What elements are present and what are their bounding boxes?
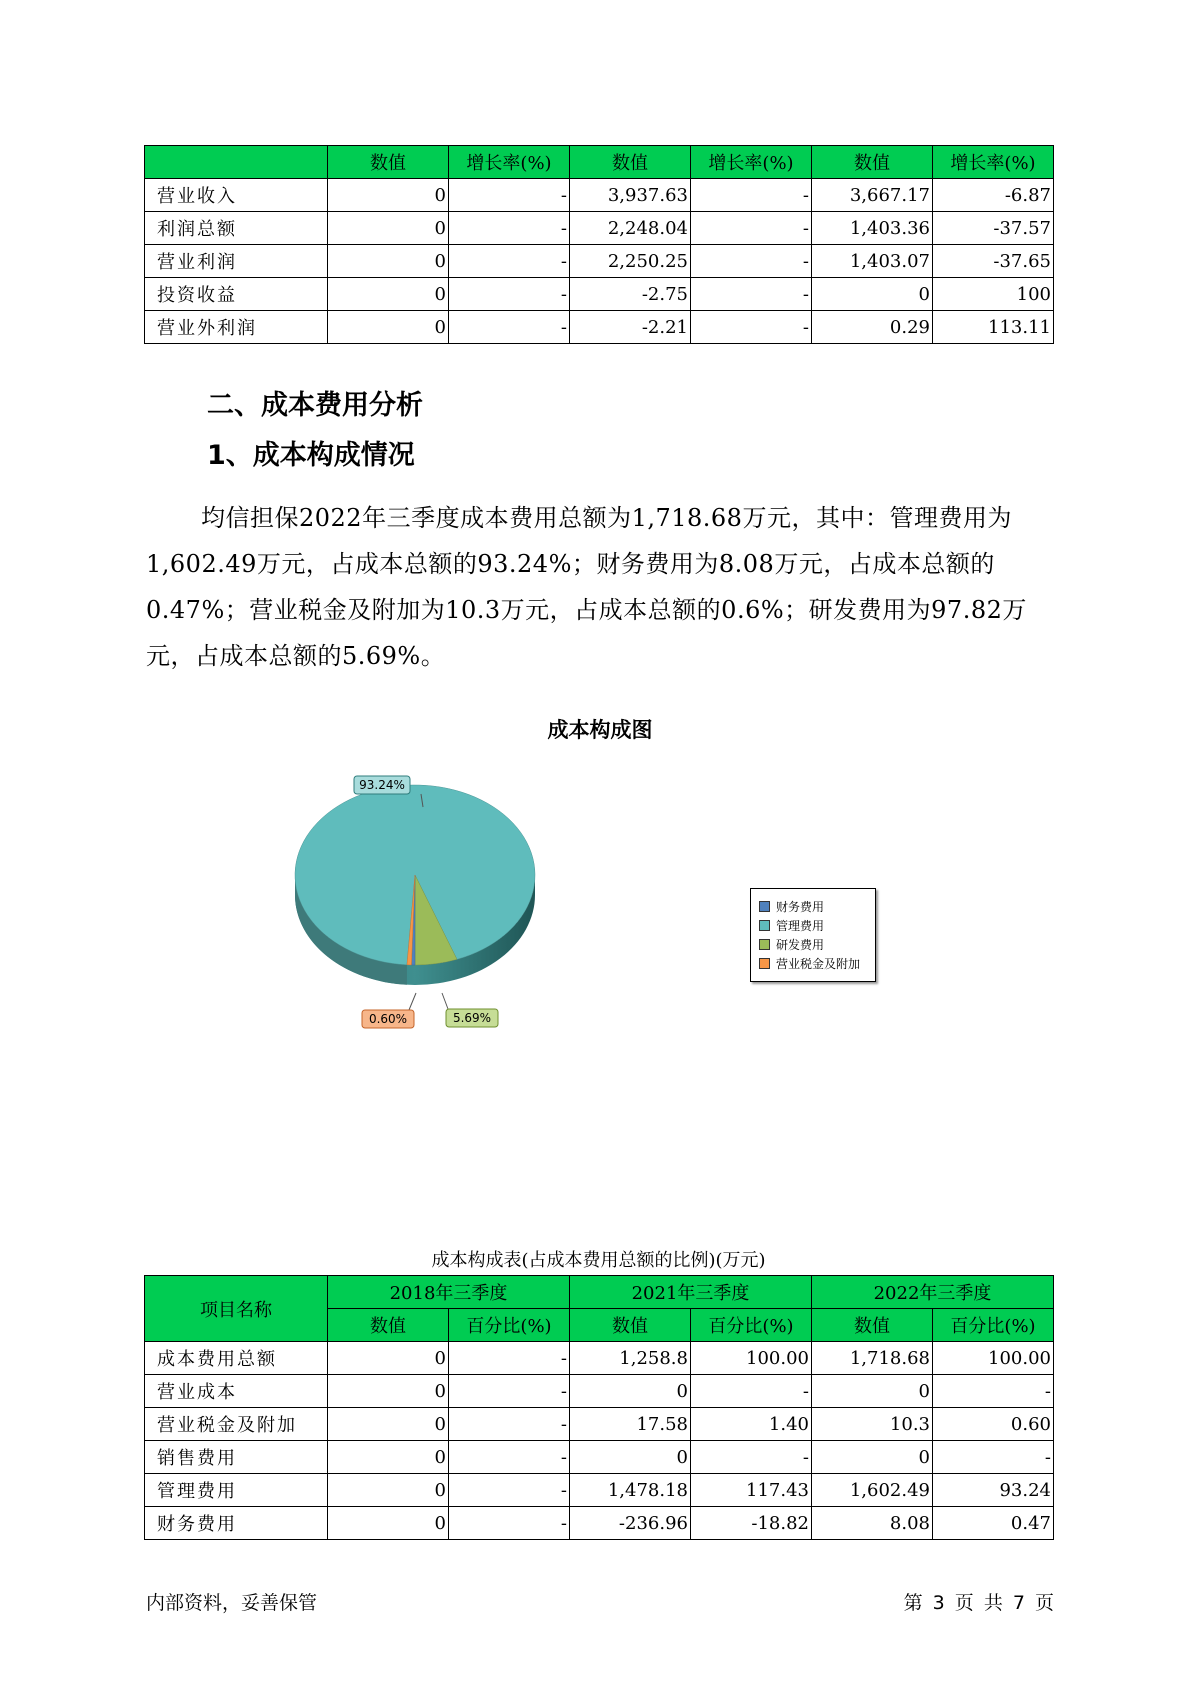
table-cell: 1.40 <box>691 1408 812 1441</box>
pie-top <box>295 785 535 965</box>
table-cell: 0 <box>812 1441 933 1474</box>
table-row <box>145 212 1054 245</box>
table-cell: - <box>933 1375 1054 1408</box>
table-cell: - <box>933 1441 1054 1474</box>
table-cell: 0 <box>328 1375 449 1408</box>
legend-label: 财务费用 <box>776 900 825 914</box>
table-cell: 1,602.49 <box>812 1474 933 1507</box>
legend-item <box>759 954 875 973</box>
data-label: 5.69% <box>452 1011 492 1025</box>
legend-swatch <box>759 920 770 931</box>
legend-swatch <box>759 958 770 969</box>
table-cell: 10.3 <box>812 1408 933 1441</box>
header-cell: 数值 <box>812 1309 933 1342</box>
header-cell: 2021年三季度 <box>570 1276 812 1309</box>
header-cell <box>145 146 328 179</box>
table-cell: - <box>449 212 570 245</box>
table-cell: 2,250.25 <box>570 245 691 278</box>
table-cell: - <box>691 212 812 245</box>
analysis-paragraph: 均信担保2022年三季度成本费用总额为1,718.68万元，其中：管理费用为1,602.49万元，占成本总额的93.24%；财务费用为8.08万元，占成本总额的0.47%；营业税金及附加为10.3万元，占成本总额的0.6%；研发费用为97.82万元，占成本总额的5.69%。 <box>146 504 1027 670</box>
table-cell: -2.21 <box>570 311 691 344</box>
header-cell: 数值 <box>812 146 933 179</box>
table-cell: 0 <box>328 1441 449 1474</box>
table-cell: - <box>449 179 570 212</box>
section-heading: 二、成本费用分析 <box>207 390 423 421</box>
table-cell: - <box>691 245 812 278</box>
table-cell: 100 <box>933 278 1054 311</box>
financial-summary-table <box>144 145 1054 344</box>
table-cell: - <box>449 278 570 311</box>
legend-item <box>759 916 875 935</box>
table-cell: -2.75 <box>570 278 691 311</box>
table-cell: 100.00 <box>933 1342 1054 1375</box>
table-row <box>145 278 1054 311</box>
table-cell: 2,248.04 <box>570 212 691 245</box>
table-row <box>145 179 1054 212</box>
table-cell: - <box>691 1441 812 1474</box>
table-row <box>145 1342 1054 1375</box>
table-cell: 0 <box>328 212 449 245</box>
table-cell: - <box>449 245 570 278</box>
row-label: 财务费用 <box>145 1507 328 1540</box>
row-label: 营业利润 <box>145 245 328 278</box>
header-cell: 数值 <box>570 1309 691 1342</box>
table-cell: 113.11 <box>933 311 1054 344</box>
table-cell: 0 <box>570 1375 691 1408</box>
row-label: 营业外利润 <box>145 311 328 344</box>
table-cell: - <box>449 1441 570 1474</box>
table-cell: 0 <box>328 179 449 212</box>
legend-label: 营业税金及附加 <box>776 957 861 971</box>
table-header-row <box>145 1276 1054 1309</box>
row-label: 营业成本 <box>145 1375 328 1408</box>
table-cell: -37.65 <box>933 245 1054 278</box>
header-cell: 增长率(%) <box>933 146 1054 179</box>
table-cell: 0 <box>328 1507 449 1540</box>
table-cell: -37.57 <box>933 212 1054 245</box>
table-cell: - <box>449 1408 570 1441</box>
legend-swatch <box>759 939 770 950</box>
table-row <box>145 311 1054 344</box>
table-cell: 0.60 <box>933 1408 1054 1441</box>
table-cell: 93.24 <box>933 1474 1054 1507</box>
table-cell: 0 <box>328 1342 449 1375</box>
legend-swatch <box>759 901 770 912</box>
header-cell: 增长率(%) <box>691 146 812 179</box>
row-label: 投资收益 <box>145 278 328 311</box>
table-cell: 0 <box>328 278 449 311</box>
chart-title: 成本构成图 <box>547 718 653 742</box>
table-cell: 0.47 <box>933 1507 1054 1540</box>
table-cell: 100.00 <box>691 1342 812 1375</box>
header-cell: 数值 <box>328 146 449 179</box>
table-row <box>145 1375 1054 1408</box>
row-label: 管理费用 <box>145 1474 328 1507</box>
table-cell: 0 <box>328 311 449 344</box>
table-cell: 0 <box>812 278 933 311</box>
header-cell: 2022年三季度 <box>812 1276 1054 1309</box>
table-cell: 0 <box>328 1408 449 1441</box>
table-cell: 0 <box>570 1441 691 1474</box>
table-cell: 117.43 <box>691 1474 812 1507</box>
legend-label: 研发费用 <box>776 938 825 952</box>
table-cell: -6.87 <box>933 179 1054 212</box>
table-cell: - <box>691 1375 812 1408</box>
table-cell: 0 <box>328 1474 449 1507</box>
table-cell: -18.82 <box>691 1507 812 1540</box>
data-label: 0.60% <box>368 1012 408 1026</box>
table-row <box>145 245 1054 278</box>
legend-item <box>759 897 875 916</box>
header-cell: 百分比(%) <box>691 1309 812 1342</box>
table-caption: 成本构成表(占成本费用总额的比例)(万元) <box>431 1250 766 1271</box>
table-cell: 0 <box>812 1375 933 1408</box>
header-cell: 数值 <box>570 146 691 179</box>
data-label: 93.24% <box>359 778 405 792</box>
table-cell: 1,403.36 <box>812 212 933 245</box>
table-cell: - <box>691 311 812 344</box>
row-label: 营业税金及附加 <box>145 1408 328 1441</box>
table-row <box>145 1408 1054 1441</box>
chart-legend <box>750 888 876 982</box>
table-cell: 3,667.17 <box>812 179 933 212</box>
table-row <box>145 1507 1054 1540</box>
table-cell: 3,937.63 <box>570 179 691 212</box>
header-cell: 百分比(%) <box>449 1309 570 1342</box>
table-row <box>145 1474 1054 1507</box>
footer-note: 内部资料，妥善保管 <box>146 1592 318 1614</box>
header-cell: 项目名称 <box>145 1276 328 1342</box>
header-cell: 百分比(%) <box>933 1309 1054 1342</box>
table-cell: 1,258.8 <box>570 1342 691 1375</box>
table-header-row <box>145 146 1054 179</box>
header-cell: 数值 <box>328 1309 449 1342</box>
sub-heading: 1、成本构成情况 <box>207 440 415 471</box>
table-cell: 1,403.07 <box>812 245 933 278</box>
table-cell: - <box>449 1375 570 1408</box>
table-row <box>145 1441 1054 1474</box>
cost-pie-chart <box>290 765 730 1035</box>
page-number: 第 3 页 共 7 页 <box>903 1592 1054 1614</box>
cost-structure-table <box>144 1275 1054 1540</box>
table-cell: - <box>691 278 812 311</box>
legend-item <box>759 935 875 954</box>
table-cell: 0.29 <box>812 311 933 344</box>
table-cell: 8.08 <box>812 1507 933 1540</box>
table-cell: 17.58 <box>570 1408 691 1441</box>
table-cell: - <box>449 1507 570 1540</box>
row-label: 销售费用 <box>145 1441 328 1474</box>
label-leader <box>409 993 416 1010</box>
row-label: 利润总额 <box>145 212 328 245</box>
table-cell: 1,478.18 <box>570 1474 691 1507</box>
row-label: 营业收入 <box>145 179 328 212</box>
header-cell: 增长率(%) <box>449 146 570 179</box>
table-cell: -236.96 <box>570 1507 691 1540</box>
legend-label: 管理费用 <box>776 919 825 933</box>
label-leader <box>442 993 448 1009</box>
table-cell: 1,718.68 <box>812 1342 933 1375</box>
table-cell: - <box>691 179 812 212</box>
table-cell: 0 <box>328 245 449 278</box>
table-cell: - <box>449 1474 570 1507</box>
table-cell: - <box>449 1342 570 1375</box>
table-cell: - <box>449 311 570 344</box>
row-label: 成本费用总额 <box>145 1342 328 1375</box>
header-cell: 2018年三季度 <box>328 1276 570 1309</box>
